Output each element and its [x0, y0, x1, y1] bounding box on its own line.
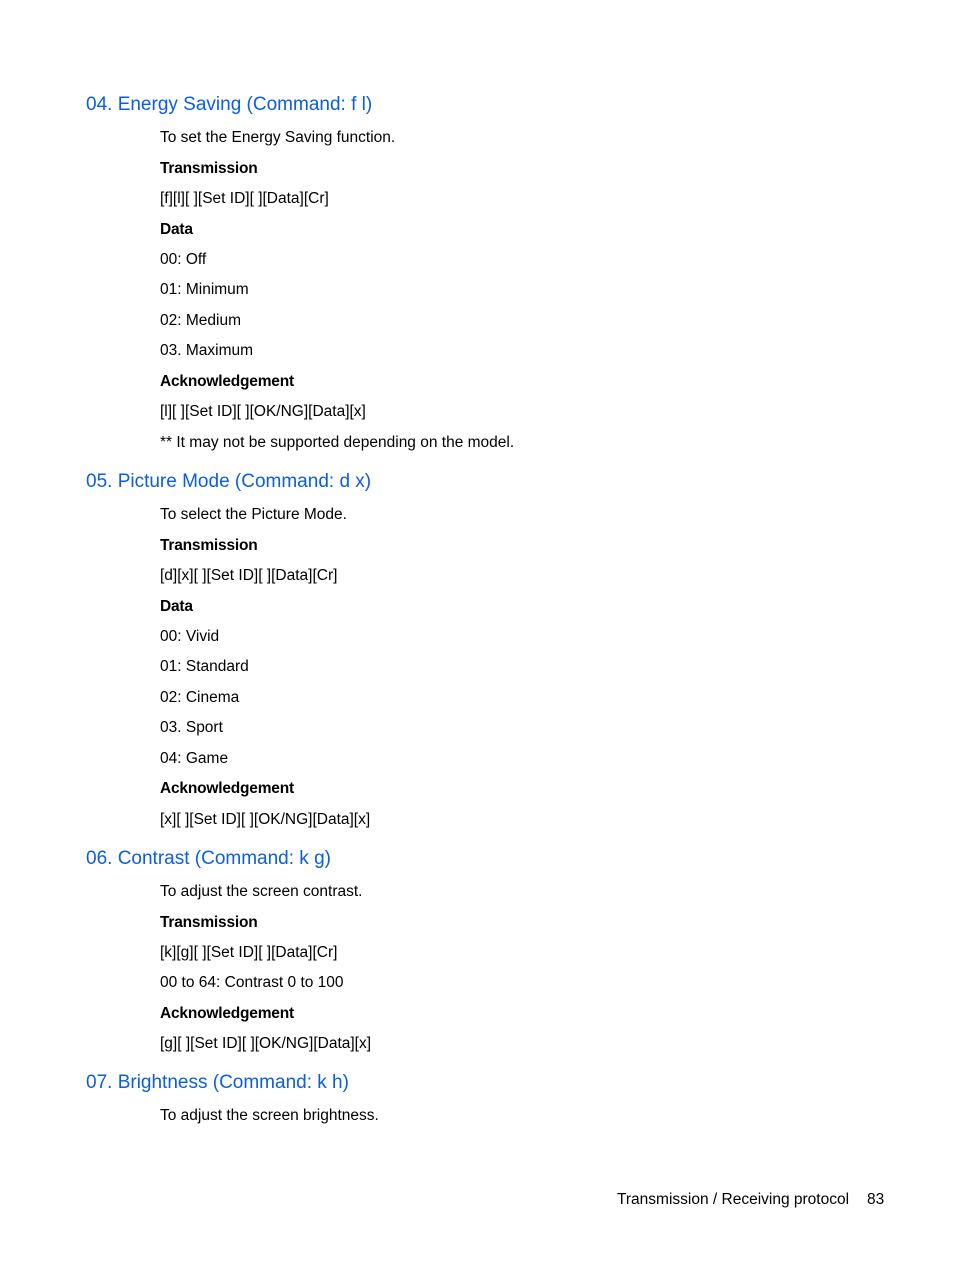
contrast-ack-label: Acknowledgement — [160, 1005, 294, 1022]
section-heading-energy-saving: 04. Energy Saving (Command: f l) — [86, 94, 373, 115]
picture-mode-data-label: Data — [160, 598, 193, 615]
brightness-description: To adjust the screen brightness. — [160, 1107, 379, 1124]
section-heading-brightness: 07. Brightness (Command: k h) — [86, 1072, 349, 1093]
energy-saving-ack-label: Acknowledgement — [160, 373, 294, 390]
energy-saving-data-item: 03. Maximum — [160, 342, 254, 359]
contrast-description: To adjust the screen contrast. — [160, 883, 363, 900]
section-heading-picture-mode: 05. Picture Mode (Command: d x) — [86, 471, 372, 492]
picture-mode-ack-label: Acknowledgement — [160, 780, 294, 797]
picture-mode-data-item: 02: Cinema — [160, 689, 240, 706]
page-number: 83 — [867, 1191, 885, 1208]
section-heading-contrast: 06. Contrast (Command: k g) — [86, 848, 331, 869]
picture-mode-data-item: 03. Sport — [160, 719, 223, 736]
contrast-ack: [g][ ][Set ID][ ][OK/NG][Data][x] — [160, 1035, 372, 1052]
contrast-transmission: [k][g][ ][Set ID][ ][Data][Cr] — [160, 944, 338, 961]
picture-mode-data-item: 00: Vivid — [160, 628, 220, 645]
picture-mode-ack: [x][ ][Set ID][ ][OK/NG][Data][x] — [160, 811, 371, 828]
contrast-transmission-label: Transmission — [160, 914, 258, 931]
energy-saving-data-item: 02: Medium — [160, 312, 241, 329]
picture-mode-transmission-label: Transmission — [160, 537, 258, 554]
picture-mode-description: To select the Picture Mode. — [160, 506, 347, 523]
energy-saving-ack: [l][ ][Set ID][ ][OK/NG][Data][x] — [160, 403, 366, 420]
energy-saving-description: To set the Energy Saving function. — [160, 129, 396, 146]
picture-mode-data-item: 01: Standard — [160, 658, 249, 675]
picture-mode-data-item: 04: Game — [160, 750, 229, 767]
energy-saving-note: ** It may not be supported depending on the model. — [160, 434, 515, 451]
picture-mode-transmission: [d][x][ ][Set ID][ ][Data][Cr] — [160, 567, 338, 584]
energy-saving-transmission: [f][l][ ][Set ID][ ][Data][Cr] — [160, 190, 329, 207]
energy-saving-transmission-label: Transmission — [160, 160, 258, 177]
contrast-range: 00 to 64: Contrast 0 to 100 — [160, 974, 344, 991]
energy-saving-data-item: 01: Minimum — [160, 281, 249, 298]
page-footer — [617, 1191, 884, 1209]
energy-saving-data-label: Data — [160, 221, 193, 238]
footer-title: Transmission / Receiving protocol — [617, 1191, 850, 1208]
energy-saving-data-item: 00: Off — [160, 251, 207, 268]
